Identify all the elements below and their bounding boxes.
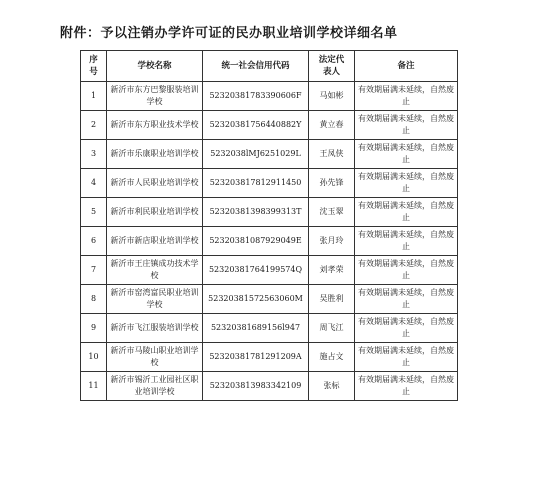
- cell-name: 新沂市乐康职业培训学校: [107, 140, 203, 169]
- cell-name: 新沂市人民职业培训学校: [107, 169, 203, 198]
- cell-note: 有效期届满未延续，自然废止: [355, 314, 458, 343]
- page-title: 附件：予以注销办学许可证的民办职业培训学校详细名单: [60, 26, 398, 41]
- table-row: [81, 256, 458, 285]
- cell-name: 新沂市飞江服装培训学校: [107, 314, 203, 343]
- cell-rep: 王凤侠: [309, 140, 355, 169]
- cell-note: 有效期届满未延续，自然废止: [355, 198, 458, 227]
- col-header-code: 统一社会信用代码: [203, 51, 309, 82]
- cell-rep: 马如彬: [309, 82, 355, 111]
- cell-no: 6: [81, 227, 107, 256]
- cell-note: 有效期届满未延续，自然废止: [355, 82, 458, 111]
- cell-code: 52320381756440882Y: [203, 111, 309, 140]
- col-header-name: 学校名称: [107, 51, 203, 82]
- cell-name: 新沂市东方职业技术学校: [107, 111, 203, 140]
- cell-code: 52320381398399313T: [203, 198, 309, 227]
- col-header-no: 序 号: [81, 51, 107, 82]
- cell-no: 9: [81, 314, 107, 343]
- cell-note: 有效期届满未延续，自然废止: [355, 140, 458, 169]
- table-header-row: [81, 51, 458, 82]
- cell-no: 1: [81, 82, 107, 111]
- cell-rep: 吴胜利: [309, 285, 355, 314]
- table-row: [81, 82, 458, 111]
- cell-note: 有效期届满未延续，自然废止: [355, 343, 458, 372]
- cell-name: 新沂市新店职业培训学校: [107, 227, 203, 256]
- cell-name: 新沂市锡沂工业园社区职业培训学校: [107, 372, 203, 401]
- cell-note: 有效期届满未延续，自然废止: [355, 256, 458, 285]
- cell-rep: 施占文: [309, 343, 355, 372]
- table-row: [81, 169, 458, 198]
- cell-code: 523203813983342109: [203, 372, 309, 401]
- table-row: [81, 372, 458, 401]
- cell-rep: 沈玉翠: [309, 198, 355, 227]
- cell-code: 52320381764199574Q: [203, 256, 309, 285]
- cell-name: 新沂市利民职业培训学校: [107, 198, 203, 227]
- cell-no: 8: [81, 285, 107, 314]
- table-row: [81, 227, 458, 256]
- cell-code: 52320381572563060M: [203, 285, 309, 314]
- cell-note: 有效期届满未延续，自然废止: [355, 111, 458, 140]
- cell-no: 3: [81, 140, 107, 169]
- school-table: [80, 50, 458, 401]
- cell-name: 新沂市窑湾富民职业培训学校: [107, 285, 203, 314]
- cell-no: 11: [81, 372, 107, 401]
- cell-code: 52320381689156l947: [203, 314, 309, 343]
- cell-code: 5232038lMJ6251029L: [203, 140, 309, 169]
- cell-code: 52320381087929049E: [203, 227, 309, 256]
- cell-rep: 黄立春: [309, 111, 355, 140]
- cell-rep: 孙先锋: [309, 169, 355, 198]
- cell-no: 5: [81, 198, 107, 227]
- table-row: [81, 343, 458, 372]
- col-header-note: 备注: [355, 51, 458, 82]
- cell-rep: 周飞江: [309, 314, 355, 343]
- cell-note: 有效期届满未延续，自然废止: [355, 372, 458, 401]
- cell-code: 523203817812911450: [203, 169, 309, 198]
- cell-note: 有效期届满未延续，自然废止: [355, 285, 458, 314]
- cell-name: 新沂市马陵山职业培训学校: [107, 343, 203, 372]
- table-row: [81, 285, 458, 314]
- cell-code: 52320381783390606F: [203, 82, 309, 111]
- table-row: [81, 140, 458, 169]
- cell-note: 有效期届满未延续，自然废止: [355, 169, 458, 198]
- col-header-rep: 法定代 表人: [309, 51, 355, 82]
- table-row: [81, 314, 458, 343]
- cell-name: 新沂市东方巴黎服装培训学校: [107, 82, 203, 111]
- cell-no: 7: [81, 256, 107, 285]
- table-row: [81, 198, 458, 227]
- cell-note: 有效期届满未延续，自然废止: [355, 227, 458, 256]
- cell-rep: 张标: [309, 372, 355, 401]
- table-row: [81, 111, 458, 140]
- cell-no: 2: [81, 111, 107, 140]
- cell-rep: 刘孝荣: [309, 256, 355, 285]
- cell-no: 4: [81, 169, 107, 198]
- cell-name: 新沂市王庄镇成功技术学校: [107, 256, 203, 285]
- cell-no: 10: [81, 343, 107, 372]
- cell-code: 52320381781291209A: [203, 343, 309, 372]
- cell-rep: 张月玲: [309, 227, 355, 256]
